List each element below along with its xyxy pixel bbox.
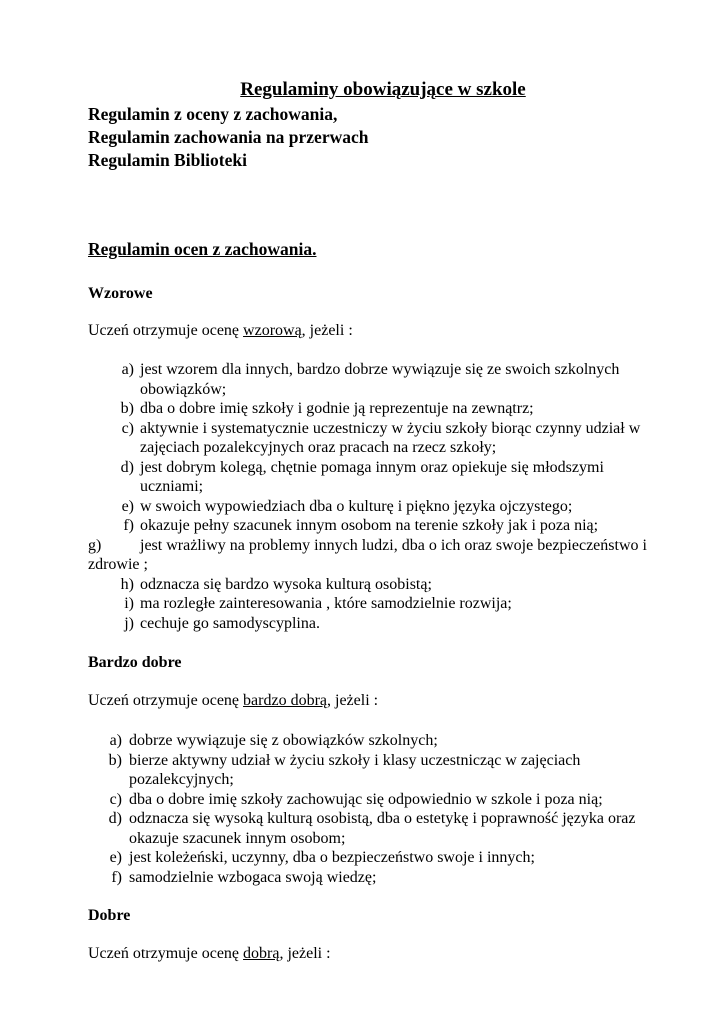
- list-item-text: pozalekcyjnych;: [129, 771, 234, 788]
- list-item-text: jest wzorem dla innych, bardzo dobrze wywiązuje się ze swoich szkolnych: [140, 361, 620, 378]
- list-marker: h): [120, 576, 134, 593]
- grade-intro-wzorowe: [88, 321, 353, 341]
- list-marker: a): [109, 732, 122, 749]
- list-item-text: dba o dobre imię szkoły i godnie ją reprezentuje na zewnątrz;: [140, 400, 534, 417]
- list-item-text: jest koleżeński, uczynny, dba o bezpieczeństwo swoje i innych;: [129, 849, 535, 866]
- list-marker: b): [120, 400, 134, 417]
- grade-heading-wzorowe: Wzorowe: [88, 285, 153, 302]
- list-item-text: obowiązków;: [140, 381, 227, 398]
- list-marker: c): [109, 791, 122, 808]
- list-marker: a): [121, 361, 134, 378]
- list-item-text: odznacza się bardzo wysoka kulturą osobistą;: [140, 576, 432, 593]
- list-marker: c): [121, 420, 134, 437]
- list-item-text: zajęciach pozalekcyjnych oraz pracach na rzecz szkoły;: [140, 439, 497, 456]
- list-item-text: jest dobrym kolegą, chętnie pomaga innym oraz opiekuje się młodszymi: [140, 459, 604, 476]
- list-marker: e): [121, 498, 134, 515]
- list-item-text: cechuje go samodyscyplina.: [140, 615, 320, 632]
- list-marker: j): [124, 615, 134, 632]
- list-marker: f): [111, 869, 122, 886]
- list-item-text: samodzielnie wzbogaca swoją wiedzę;: [129, 869, 377, 886]
- list-item-text: dba o dobre imię szkoły zachowując się odpowiednio w szkole i poza nią;: [129, 791, 603, 808]
- intro-text: Uczeń otrzymuje ocenę: [88, 692, 244, 709]
- list-marker: d): [120, 459, 134, 476]
- intro-text: , jeżeli :: [301, 322, 353, 339]
- intro-text: , jeżeli :: [279, 945, 331, 962]
- list-marker: i): [124, 595, 134, 612]
- intro-grade-name: dobrą: [243, 945, 280, 962]
- list-item-text: okazuje pełny szacunek innym osobom na terenie szkoły jak i poza nią;: [140, 517, 599, 534]
- section-title: Regulamin ocen z zachowania.: [88, 239, 317, 259]
- subtitle-grading-rules: Regulamin z oceny z zachowania,: [88, 104, 338, 124]
- list-item-text: zdrowie ;: [88, 556, 148, 573]
- grade-intro-dobre: [88, 944, 331, 964]
- list-item-text: uczniami;: [140, 478, 204, 495]
- list-item-text: ma rozległe zainteresowania , które samodzielnie rozwija;: [140, 595, 512, 612]
- subtitle-break-rules: Regulamin zachowania na przerwach: [88, 127, 369, 147]
- list-marker: f): [123, 517, 134, 534]
- intro-grade-name: bardzo dobrą: [243, 692, 327, 709]
- intro-text: Uczeń otrzymuje ocenę: [88, 945, 244, 962]
- list-item-text: w swoich wypowiedziach dba o kulturę i piękno języka ojczystego;: [140, 498, 573, 515]
- intro-grade-name: wzorową: [243, 322, 302, 339]
- list-marker: d): [108, 810, 122, 827]
- list-item-text: okazuje szacunek innym osobom;: [129, 830, 346, 847]
- list-item-text: dobrze wywiązuje się z obowiązków szkolnych;: [129, 732, 438, 749]
- subtitle-library-rules: Regulamin Biblioteki: [88, 150, 247, 170]
- intro-text: , jeżeli :: [327, 692, 379, 709]
- list-item-text: aktywnie i systematycznie uczestniczy w życiu szkoły biorąc czynny udział w: [140, 420, 641, 437]
- list-marker: g): [88, 537, 102, 554]
- document-title: Regulaminy obowiązujące w szkole: [240, 79, 526, 100]
- grade-heading-dobre: Dobre: [88, 907, 131, 924]
- list-marker: e): [109, 849, 122, 866]
- list-marker: b): [108, 752, 122, 769]
- intro-text: Uczeń otrzymuje ocenę: [88, 322, 244, 339]
- grade-intro-bardzo-dobre: [88, 691, 378, 711]
- list-item-text: bierze aktywny udział w życiu szkoły i klasy uczestnicząc w zajęciach: [129, 752, 581, 769]
- list-item-text: jest wrażliwy na problemy innych ludzi, dba o ich oraz swoje bezpieczeństwo i: [140, 537, 647, 554]
- list-item-text: odznacza się wysoką kulturą osobistą, dba o estetykę i poprawność języka oraz: [129, 810, 636, 827]
- grade-heading-bardzo-dobre: Bardzo dobre: [88, 654, 182, 671]
